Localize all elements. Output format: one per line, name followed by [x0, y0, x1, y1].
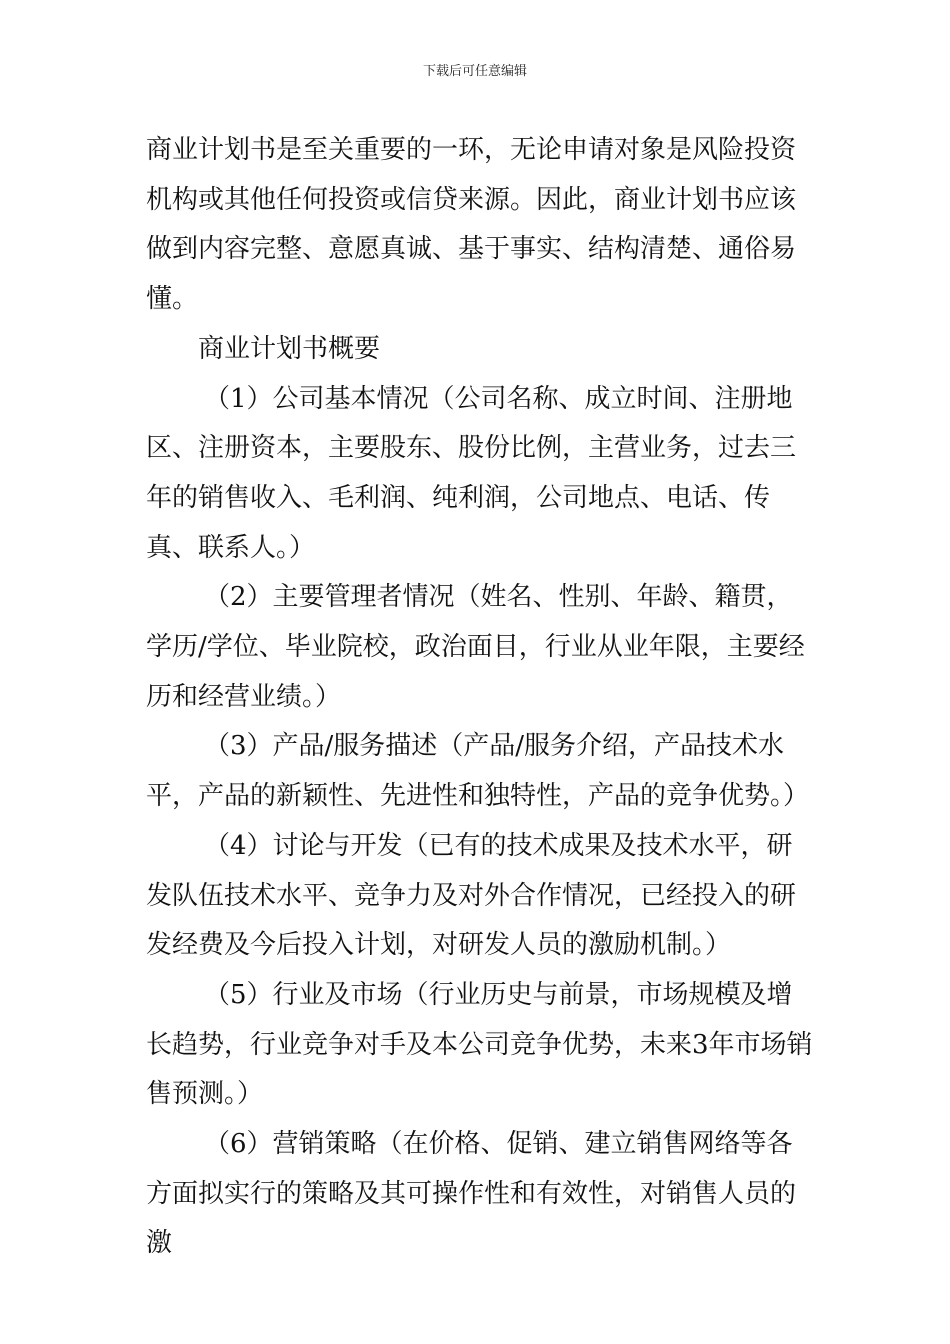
intro-paragraph: 商业计划书是至关重要的一环，无论申请对象是风险投资机构或其他任何投资或信贷来源。因此，商业计划书应该做到内容完整、意愿真诚、基于事实、结构清楚、通俗易懂。	[146, 135, 797, 315]
item-6-paragraph: （6）营销策略（在价格、促销、建立销售网络等各方面拟实行的策略及其可操作性和有效性，对销售人员的激	[146, 1129, 797, 1259]
page-header: 下载后可任意编辑	[422, 64, 527, 79]
item-4-paragraph: （4）讨论与开发（已有的技术成果及技术水平，研发队伍技术水平、竞争力及对外合作情况，已经投入的研发经费及今后投入计划，对研发人员的激励机制。）	[146, 830, 797, 961]
item-1-paragraph: （1）公司基本情况（公司名称、成立时间、注册地区、注册资本，主要股东、股份比例，主营业务，过去三年的销售收入、毛利润、纯利润，公司地点、电话、传真、联系人。）	[146, 383, 797, 563]
item-3-paragraph: （3）产品/服务描述（产品/服务介绍，产品技术水平，产品的新颖性、先进性和独特性，产品的竞争优势。）	[146, 731, 810, 812]
item-5-paragraph: （5）行业及市场（行业历史与前景，市场规模及增长趋势，行业竞争对手及本公司竞争优势，未来3年市场销售预测。）	[146, 979, 813, 1110]
item-2-paragraph: （2）主要管理者情况（姓名、性别、年龄、籍贯，学历/学位、毕业院校，政治面目，行业从业年限，主要经历和经营业绩。）	[146, 582, 805, 712]
document-body	[146, 126, 818, 1269]
section-heading: 商业计划书概要	[198, 333, 381, 364]
